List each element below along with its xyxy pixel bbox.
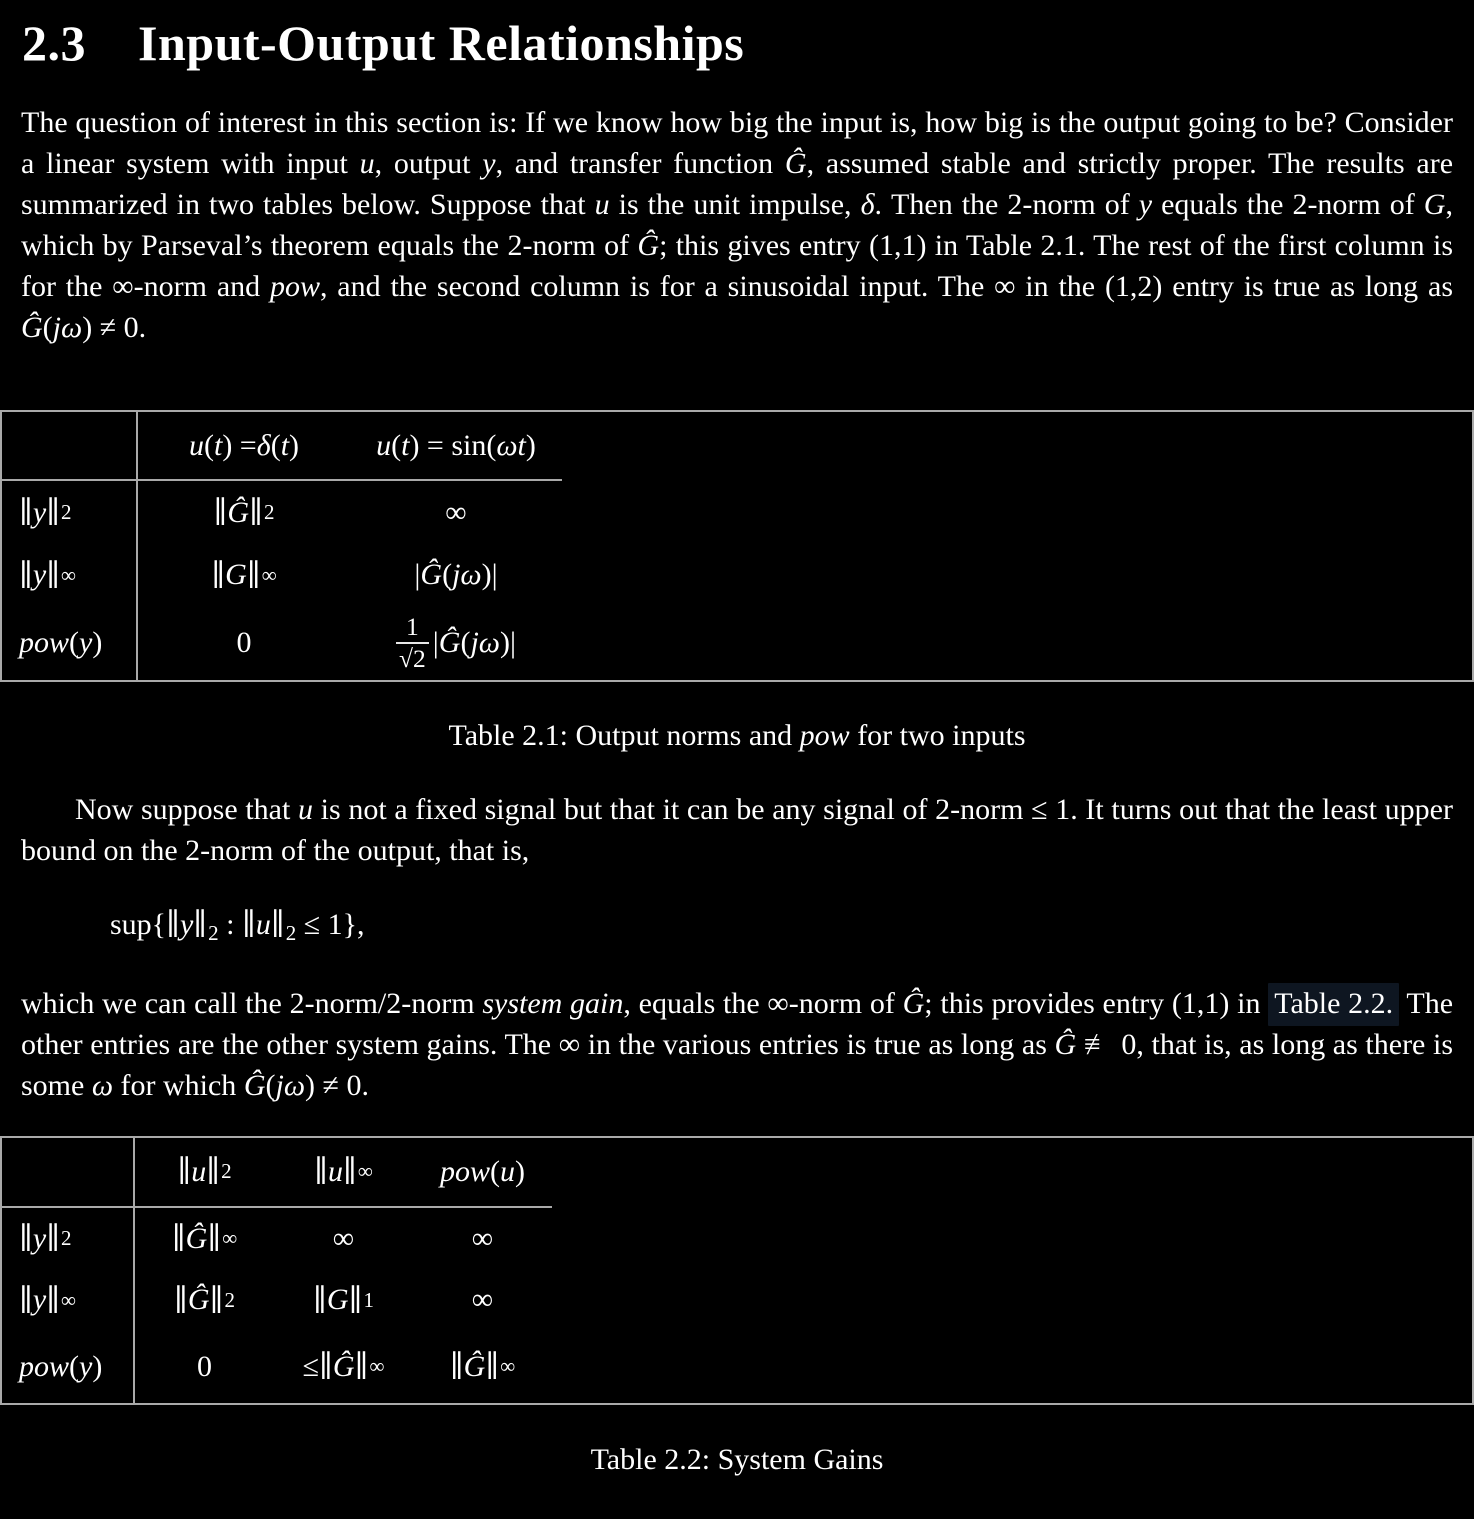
text-run: ) (289, 428, 300, 462)
table-cell (135, 1270, 274, 1331)
text-run: ∥ (354, 1350, 369, 1384)
text-run: ∥ (314, 1155, 328, 1189)
text-run: The other entries are the other system gains. The ∞ in the various entries is true as long as (21, 986, 1454, 1061)
text-run: ∥ (46, 1283, 61, 1317)
text-run: is not a fixed signal but that it can be any signal of 2-norm ≤ 1. It turns out that the least upper bound on the 2-norm of the output, that is, (21, 793, 1453, 867)
text-run: ∥ (348, 1283, 363, 1317)
text-run: ∥ (213, 496, 228, 529)
text-run: δ (256, 428, 271, 462)
text-run: ∥ (449, 1350, 464, 1384)
text-run: 2 (208, 920, 219, 945)
text-run: u (188, 428, 204, 462)
text-run: ≢ 0, that is, as long as there is some (21, 1027, 1453, 1102)
text-run: ∞ (445, 495, 467, 529)
text-run: ∞ (332, 1221, 355, 1255)
row-label-y-2norm (2, 1208, 135, 1270)
text-run: ∞ (369, 1354, 385, 1379)
text-run: ωt (496, 428, 526, 462)
text-run: ) (515, 1154, 525, 1188)
text-run: ∥ (211, 558, 226, 592)
table-header-impulse-input (138, 412, 350, 481)
text-run: ) (92, 626, 103, 659)
text-run: )| (499, 626, 516, 659)
text-run: ( (265, 1068, 276, 1102)
text-run: Now suppose that (75, 793, 298, 826)
text-run: ∥ (343, 1155, 357, 1189)
text-run: ( (69, 626, 80, 659)
text-run: 0 (197, 1349, 212, 1383)
text-run: ≤ 1}, (296, 908, 365, 941)
text-run: pow (19, 1349, 70, 1383)
text-run: ∥ (249, 496, 263, 529)
text-run: jω (275, 1068, 306, 1102)
text-run: u (594, 188, 610, 221)
table-cell (274, 1208, 413, 1270)
table-header-pow-u (413, 1138, 552, 1208)
text-run: u (376, 428, 392, 462)
table-cell (274, 1331, 413, 1403)
text-run: u (500, 1154, 515, 1188)
row-label-pow-y (2, 606, 138, 680)
text-run: ( (490, 1154, 500, 1188)
text-run: ∞ (500, 1354, 516, 1379)
table-cell (138, 606, 350, 680)
text-run: ∥ (166, 908, 180, 941)
text-run: system gain (482, 986, 624, 1020)
text-run: ; this provides entry (1,1) in (924, 986, 1269, 1020)
text-run: ∥ (193, 908, 208, 941)
text-run: equals the 2-norm of (1152, 188, 1424, 221)
text-run: | (432, 626, 439, 659)
table-cell (274, 1270, 413, 1331)
row-label-pow-y (2, 1331, 135, 1403)
text-run: ) ≠ 0. (82, 311, 147, 344)
text-run: Table 2.1: Output norms and (448, 719, 800, 752)
table-cell (350, 481, 562, 544)
row-label-y-infnorm (2, 544, 138, 606)
text-run: ∥ (206, 1155, 221, 1189)
table-cell (138, 544, 350, 606)
text-run: G (1423, 188, 1446, 221)
text-run: jω (52, 311, 83, 344)
text-run: pow (439, 1154, 490, 1188)
text-run: ∞ (61, 562, 77, 587)
text-run: y (482, 147, 496, 180)
table-cell (350, 606, 562, 680)
text-run: , which by Parseval’s theorem equals the 2-norm of (21, 188, 1453, 262)
text-run: ∞ (222, 1226, 238, 1251)
text-run: Ĝ (784, 147, 807, 180)
text-run: ω (91, 1068, 114, 1102)
text-run: y (32, 1221, 47, 1255)
text-run: Ĝ (227, 495, 250, 529)
text-run: δ (860, 188, 875, 221)
table-2-2-link[interactable]: Table 2.2. (1268, 983, 1399, 1026)
text-run: y (79, 626, 93, 659)
text-run: ∥ (46, 496, 61, 529)
text-run: The question of interest in this section is: If we know how big the input is, how big is the output going to be? Consider a linear system with input (21, 106, 1453, 180)
text-run: 2 (263, 500, 275, 524)
table-2-2-caption (0, 1439, 1474, 1480)
text-run: Ĝ (1054, 1027, 1077, 1061)
text-run: 2 (61, 500, 72, 524)
fraction-denominator: √2 (396, 642, 429, 674)
text-run: Ĝ (185, 1221, 208, 1255)
row-label-y-2norm (2, 481, 138, 544)
text-run: Ĝ (637, 229, 660, 262)
text-run: ) (525, 428, 536, 462)
text-run: ( (42, 311, 53, 344)
table-2-1-caption (0, 715, 1474, 756)
text-run: ∥ (19, 1283, 33, 1317)
table-cell (413, 1331, 552, 1403)
text-run: y (32, 558, 47, 591)
display-equation (110, 903, 1474, 955)
section-heading (0, 0, 1474, 72)
text-run: ∥ (46, 1222, 61, 1256)
text-run: ( (203, 428, 214, 462)
text-run: ∥ (19, 1222, 33, 1256)
text-run: u (255, 908, 271, 941)
text-run: ∞ (471, 1283, 494, 1317)
text-run: pow (19, 626, 70, 659)
text-run: y (179, 908, 194, 941)
table-corner-cell (2, 412, 138, 481)
text-run: ∞ (357, 1159, 373, 1184)
text-run: ∥ (207, 1222, 222, 1256)
text-run: y (32, 1283, 47, 1317)
text-run: 1 (363, 1287, 374, 1312)
text-run: 2 (221, 1159, 232, 1184)
text-run: ) (92, 1349, 103, 1383)
text-run: . Then the 2-norm of (874, 188, 1139, 221)
text-run: ( (69, 1349, 80, 1383)
text-run: ∥ (171, 1222, 186, 1256)
table-2-2 (0, 1136, 1474, 1405)
fraction (396, 613, 429, 673)
text-run: , and transfer function (495, 147, 785, 180)
text-run: y (79, 1349, 93, 1383)
text-run: ∥ (19, 558, 33, 592)
text-run: 0 (236, 626, 252, 659)
text-run: ; this gives entry (1,1) in Table 2.1. The rest of the first column is for the ∞-norm and (21, 229, 1453, 303)
text-run: pow (799, 719, 850, 752)
text-run: Ĝ (243, 1068, 266, 1102)
text-run: ∞ (61, 1287, 77, 1312)
text-run: ∥ (313, 1283, 327, 1317)
text-run: ∞ (261, 562, 277, 587)
table-cell (413, 1270, 552, 1331)
text-run: t (401, 428, 410, 462)
text-run: )| (481, 558, 498, 591)
text-run: Ĝ (187, 1283, 210, 1317)
table-header-u-infnorm (274, 1138, 413, 1208)
text-run: , equals the ∞-norm of (623, 986, 903, 1020)
text-run: u (328, 1154, 343, 1188)
text-run: ∥ (174, 1283, 188, 1317)
text-run: Ĝ (902, 986, 925, 1020)
fraction-numerator: 1 (406, 611, 419, 641)
text-run: is the unit impulse, (609, 188, 861, 221)
table-header-sinusoid-input (350, 412, 562, 481)
text-run: ∥ (209, 1283, 224, 1317)
text-run: u (359, 147, 375, 180)
text-run: : (218, 908, 242, 941)
text-run: ∥ (46, 558, 61, 592)
text-run: t (213, 428, 223, 462)
paragraph-suppose (21, 789, 1453, 871)
table-header-u-2norm (135, 1138, 274, 1208)
text-run: 2 (224, 1287, 235, 1312)
text-run: jω (470, 626, 500, 659)
text-run: ∥ (241, 908, 256, 941)
table-cell (135, 1208, 274, 1270)
text-run: ∥ (246, 558, 261, 592)
text-run: Ĝ (21, 311, 43, 344)
table-cell (413, 1208, 552, 1270)
table-2-1 (0, 410, 1474, 682)
text-run: sup{ (110, 908, 167, 941)
row-label-y-infnorm (2, 1270, 135, 1331)
text-run: ∞ (471, 1221, 494, 1255)
text-run: , and the second column is for a sinusoidal input. The ∞ in the (1,2) entry is true as long as (319, 270, 1453, 303)
text-run: , assumed stable and strictly proper. The results are summarized in two tables below. Suppose that (21, 147, 1454, 221)
text-run: which we can call the 2-norm/2-norm (21, 986, 483, 1020)
text-run: t (280, 428, 290, 462)
paragraph-intro (21, 102, 1453, 348)
text-run: ∥ (177, 1155, 192, 1189)
text-run: u (191, 1154, 207, 1188)
text-run: ( (460, 626, 471, 659)
text-run: ∥ (270, 908, 285, 941)
section-title: Input-Output Relationships (138, 15, 745, 71)
text-run: ≤ (302, 1349, 320, 1383)
text-run: for which (113, 1068, 244, 1102)
text-run: y (1138, 188, 1153, 221)
table-cell (135, 1331, 274, 1403)
text-run: ( (391, 428, 402, 462)
text-run: ( (270, 428, 281, 462)
text-run: Ĝ (332, 1349, 355, 1383)
text-run: 2 (285, 920, 297, 945)
text-run: u (297, 793, 313, 826)
table-corner-cell (2, 1138, 135, 1208)
text-run: ∥ (19, 496, 33, 529)
text-run: 2 (61, 1226, 72, 1251)
text-run: Ĝ (463, 1349, 486, 1383)
text-run: ) ≠ 0. (305, 1068, 369, 1102)
text-run: Table 2.2: System Gains (590, 1442, 884, 1476)
text-run: pow (269, 270, 320, 303)
text-run: y (32, 495, 47, 529)
section-number: 2.3 (22, 15, 86, 71)
text-run: ( (442, 558, 453, 591)
table-cell (138, 481, 350, 544)
text-run: ) = (222, 428, 257, 462)
text-run: Ĝ (438, 626, 461, 659)
text-run: | (414, 558, 421, 591)
text-run: G (225, 558, 247, 591)
text-run: for two inputs (849, 719, 1026, 752)
text-run: ) = sin( (409, 428, 497, 462)
table-cell (350, 544, 562, 606)
text-run: Ĝ (420, 558, 443, 591)
text-run: G (326, 1283, 349, 1317)
text-run: ∥ (319, 1350, 333, 1384)
text-run: , output (374, 147, 483, 180)
paragraph-system-gain (21, 983, 1453, 1106)
text-run: jω (452, 558, 482, 591)
text-run: ∥ (485, 1350, 500, 1384)
